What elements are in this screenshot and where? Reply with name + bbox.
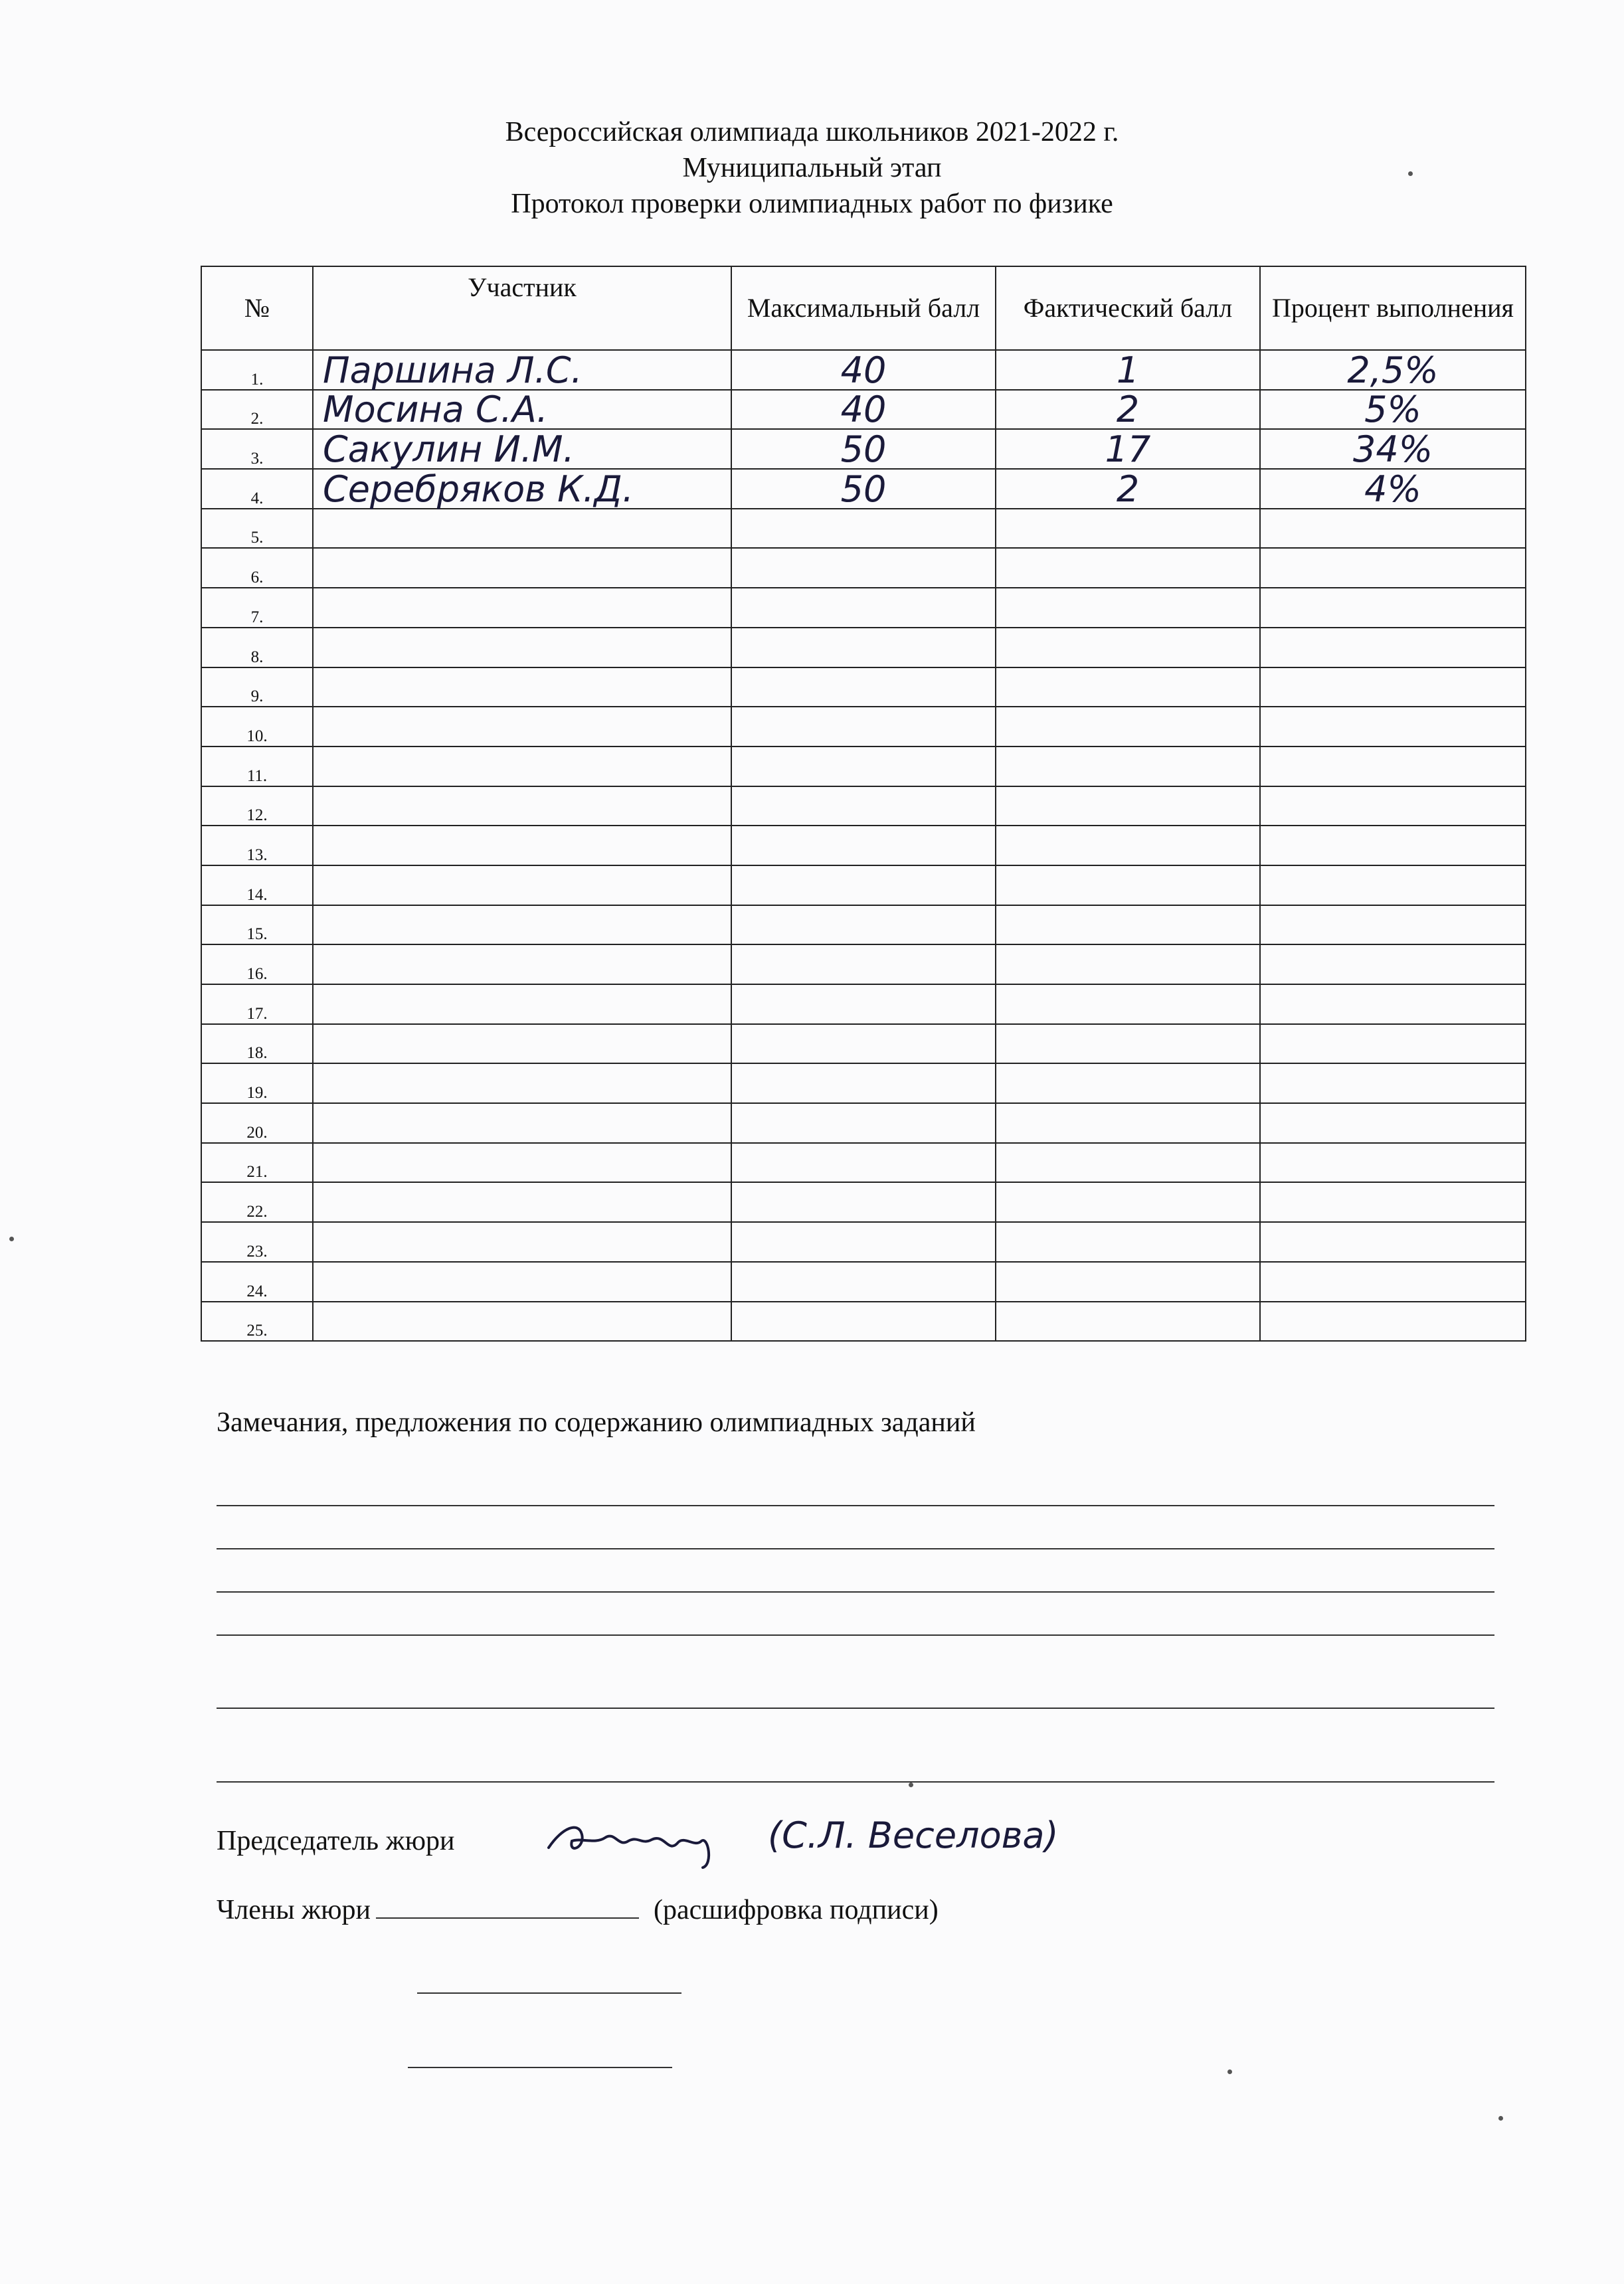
row-number: 21. <box>201 1143 313 1183</box>
row-number: 19. <box>201 1063 313 1103</box>
actual-score-cell <box>996 509 1260 549</box>
header-stage: Муниципальный этап <box>682 153 942 183</box>
actual-score-cell <box>996 1262 1260 1302</box>
max-score-cell <box>731 667 996 707</box>
table-row <box>201 1182 1526 1222</box>
table-row <box>201 667 1526 707</box>
max-score-cell <box>731 944 996 984</box>
row-number: 17. <box>201 984 313 1024</box>
signature-blank <box>408 2067 672 2068</box>
actual-score-cell <box>996 628 1260 667</box>
row-number: 22. <box>201 1182 313 1222</box>
table-row <box>201 1302 1526 1342</box>
participant-cell <box>313 1182 731 1222</box>
actual-score-cell <box>996 1182 1260 1222</box>
actual-score-cell <box>996 944 1260 984</box>
percent-cell <box>1260 747 1526 786</box>
table-row <box>201 509 1526 549</box>
actual-score-cell <box>996 786 1260 826</box>
table-row <box>201 469 1526 509</box>
max-score-cell: 50 <box>731 469 996 509</box>
max-score-cell <box>731 1182 996 1222</box>
row-number: 3. <box>201 429 313 469</box>
percent-cell <box>1260 1302 1526 1342</box>
actual-score-cell <box>996 1103 1260 1143</box>
percent-cell <box>1260 628 1526 667</box>
remarks-line <box>217 1591 1494 1593</box>
actual-score-cell <box>996 1222 1260 1262</box>
participant-cell <box>313 1063 731 1103</box>
table-row <box>201 628 1526 667</box>
percent-cell <box>1260 667 1526 707</box>
chair-signature-transcript: (С.Л. Веселова) <box>768 1814 1059 1856</box>
remarks-line <box>217 1634 1494 1636</box>
table-row <box>201 707 1526 747</box>
percent-cell <box>1260 786 1526 826</box>
chair-signature <box>542 1796 1073 1876</box>
max-score-cell <box>731 865 996 905</box>
table-row <box>201 826 1526 865</box>
table-row <box>201 984 1526 1024</box>
col-header-max-score: Максимальный балл <box>731 266 996 350</box>
table-row <box>201 548 1526 588</box>
participant-cell <box>313 1222 731 1262</box>
row-number: 18. <box>201 1024 313 1064</box>
actual-score-cell <box>996 1024 1260 1064</box>
max-score-cell <box>731 588 996 628</box>
actual-score-cell <box>996 707 1260 747</box>
participant-cell <box>313 944 731 984</box>
table-row <box>201 747 1526 786</box>
table-row <box>201 944 1526 984</box>
participant-cell <box>313 865 731 905</box>
percent-cell <box>1260 865 1526 905</box>
max-score-cell <box>731 905 996 945</box>
row-number: 13. <box>201 826 313 865</box>
actual-score-cell <box>996 1063 1260 1103</box>
remarks-line <box>217 1781 1494 1783</box>
max-score-cell <box>731 1103 996 1143</box>
row-number: 15. <box>201 905 313 945</box>
actual-score-cell: 1 <box>996 350 1260 390</box>
percent-cell: 4% <box>1260 469 1526 509</box>
jury-members-hint: (расшифровка подписи) <box>653 1895 939 1925</box>
percent-cell <box>1260 548 1526 588</box>
jury-members-label: Члены жюри <box>217 1895 371 1925</box>
participant-cell <box>313 509 731 549</box>
max-score-cell <box>731 786 996 826</box>
table-row <box>201 1143 1526 1183</box>
percent-cell <box>1260 944 1526 984</box>
speck <box>1408 171 1413 176</box>
speck <box>909 1783 913 1787</box>
row-number: 10. <box>201 707 313 747</box>
max-score-cell: 50 <box>731 429 996 469</box>
row-number: 1. <box>201 350 313 390</box>
max-score-cell <box>731 1063 996 1103</box>
table-header-row <box>201 266 1526 350</box>
table-row <box>201 588 1526 628</box>
speck <box>1498 2116 1503 2121</box>
col-header-actual-score: Фактический балл <box>996 266 1260 350</box>
percent-cell <box>1260 1182 1526 1222</box>
row-number: 5. <box>201 509 313 549</box>
max-score-cell <box>731 1024 996 1064</box>
table-row <box>201 390 1526 430</box>
participant-cell <box>313 1143 731 1183</box>
actual-score-cell <box>996 984 1260 1024</box>
percent-cell <box>1260 1063 1526 1103</box>
row-number: 4. <box>201 469 313 509</box>
remarks-label: Замечания, предложения по содержанию олимпиадных заданий <box>217 1407 976 1438</box>
speck <box>9 1237 14 1241</box>
participant-cell <box>313 1103 731 1143</box>
participant-cell <box>313 984 731 1024</box>
participant-cell <box>313 628 731 667</box>
max-score-cell <box>731 509 996 549</box>
percent-cell <box>1260 509 1526 549</box>
col-header-percent: Процент выполнения <box>1260 266 1526 350</box>
actual-score-cell <box>996 548 1260 588</box>
row-number: 20. <box>201 1103 313 1143</box>
participant-cell <box>313 588 731 628</box>
table-row <box>201 1103 1526 1143</box>
row-number: 12. <box>201 786 313 826</box>
row-number: 7. <box>201 588 313 628</box>
header-protocol: Протокол проверки олимпиадных работ по физике <box>511 189 1113 219</box>
percent-cell <box>1260 1024 1526 1064</box>
signature-mark <box>542 1801 761 1874</box>
max-score-cell <box>731 548 996 588</box>
jury-chair-label: Председатель жюри <box>217 1826 455 1856</box>
participant-cell: Паршина Л.С. <box>313 350 731 390</box>
signature-blank <box>376 1895 639 1919</box>
row-number: 23. <box>201 1222 313 1262</box>
remarks-line <box>217 1548 1494 1549</box>
table-row <box>201 786 1526 826</box>
max-score-cell <box>731 1143 996 1183</box>
participant-cell <box>313 747 731 786</box>
percent-cell <box>1260 588 1526 628</box>
table-row <box>201 865 1526 905</box>
actual-score-cell <box>996 905 1260 945</box>
max-score-cell <box>731 628 996 667</box>
participant-cell <box>313 1024 731 1064</box>
row-number: 14. <box>201 865 313 905</box>
max-score-cell: 40 <box>731 390 996 430</box>
col-header-participant: Участник <box>313 266 731 350</box>
row-number: 9. <box>201 667 313 707</box>
actual-score-cell <box>996 747 1260 786</box>
actual-score-cell <box>996 1143 1260 1183</box>
table-row <box>201 1024 1526 1064</box>
signature-blank <box>417 1992 681 1994</box>
percent-cell <box>1260 1143 1526 1183</box>
percent-cell <box>1260 984 1526 1024</box>
row-number: 11. <box>201 747 313 786</box>
participant-cell: Серебряков К.Д. <box>313 469 731 509</box>
row-number: 25. <box>201 1302 313 1342</box>
percent-cell <box>1260 1262 1526 1302</box>
actual-score-cell <box>996 588 1260 628</box>
participant-cell <box>313 1262 731 1302</box>
max-score-cell <box>731 1302 996 1342</box>
table-row <box>201 1222 1526 1262</box>
max-score-cell <box>731 984 996 1024</box>
percent-cell: 5% <box>1260 390 1526 430</box>
table-row <box>201 350 1526 390</box>
actual-score-cell <box>996 865 1260 905</box>
max-score-cell: 40 <box>731 350 996 390</box>
row-number: 16. <box>201 944 313 984</box>
table-row <box>201 905 1526 945</box>
row-number: 8. <box>201 628 313 667</box>
participant-cell <box>313 826 731 865</box>
participant-cell <box>313 707 731 747</box>
participant-cell <box>313 667 731 707</box>
actual-score-cell: 17 <box>996 429 1260 469</box>
row-number: 2. <box>201 390 313 430</box>
jury-members <box>217 1894 939 1926</box>
participant-cell <box>313 548 731 588</box>
row-number: 6. <box>201 548 313 588</box>
speck <box>1227 2069 1232 2074</box>
max-score-cell <box>731 1222 996 1262</box>
table-row <box>201 429 1526 469</box>
max-score-cell <box>731 747 996 786</box>
max-score-cell <box>731 826 996 865</box>
remarks-line <box>217 1505 1494 1506</box>
max-score-cell <box>731 1262 996 1302</box>
percent-cell <box>1260 1222 1526 1262</box>
participant-cell: Мосина С.А. <box>313 390 731 430</box>
table-row <box>201 1262 1526 1302</box>
table-row <box>201 1063 1526 1103</box>
row-number: 24. <box>201 1262 313 1302</box>
actual-score-cell <box>996 1302 1260 1342</box>
remarks-line <box>217 1708 1494 1709</box>
actual-score-cell <box>996 667 1260 707</box>
results-table <box>201 266 1526 1342</box>
percent-cell <box>1260 905 1526 945</box>
percent-cell <box>1260 826 1526 865</box>
percent-cell <box>1260 707 1526 747</box>
header-title: Всероссийская олимпиада школьников 2021-2022 г. <box>505 117 1119 147</box>
participant-cell: Сакулин И.М. <box>313 429 731 469</box>
actual-score-cell <box>996 826 1260 865</box>
percent-cell: 2,5% <box>1260 350 1526 390</box>
col-header-number: № <box>201 266 313 350</box>
participant-cell <box>313 905 731 945</box>
participant-cell <box>313 1302 731 1342</box>
actual-score-cell: 2 <box>996 390 1260 430</box>
max-score-cell <box>731 707 996 747</box>
actual-score-cell: 2 <box>996 469 1260 509</box>
percent-cell: 34% <box>1260 429 1526 469</box>
participant-cell <box>313 786 731 826</box>
percent-cell <box>1260 1103 1526 1143</box>
document-header <box>0 114 1624 222</box>
